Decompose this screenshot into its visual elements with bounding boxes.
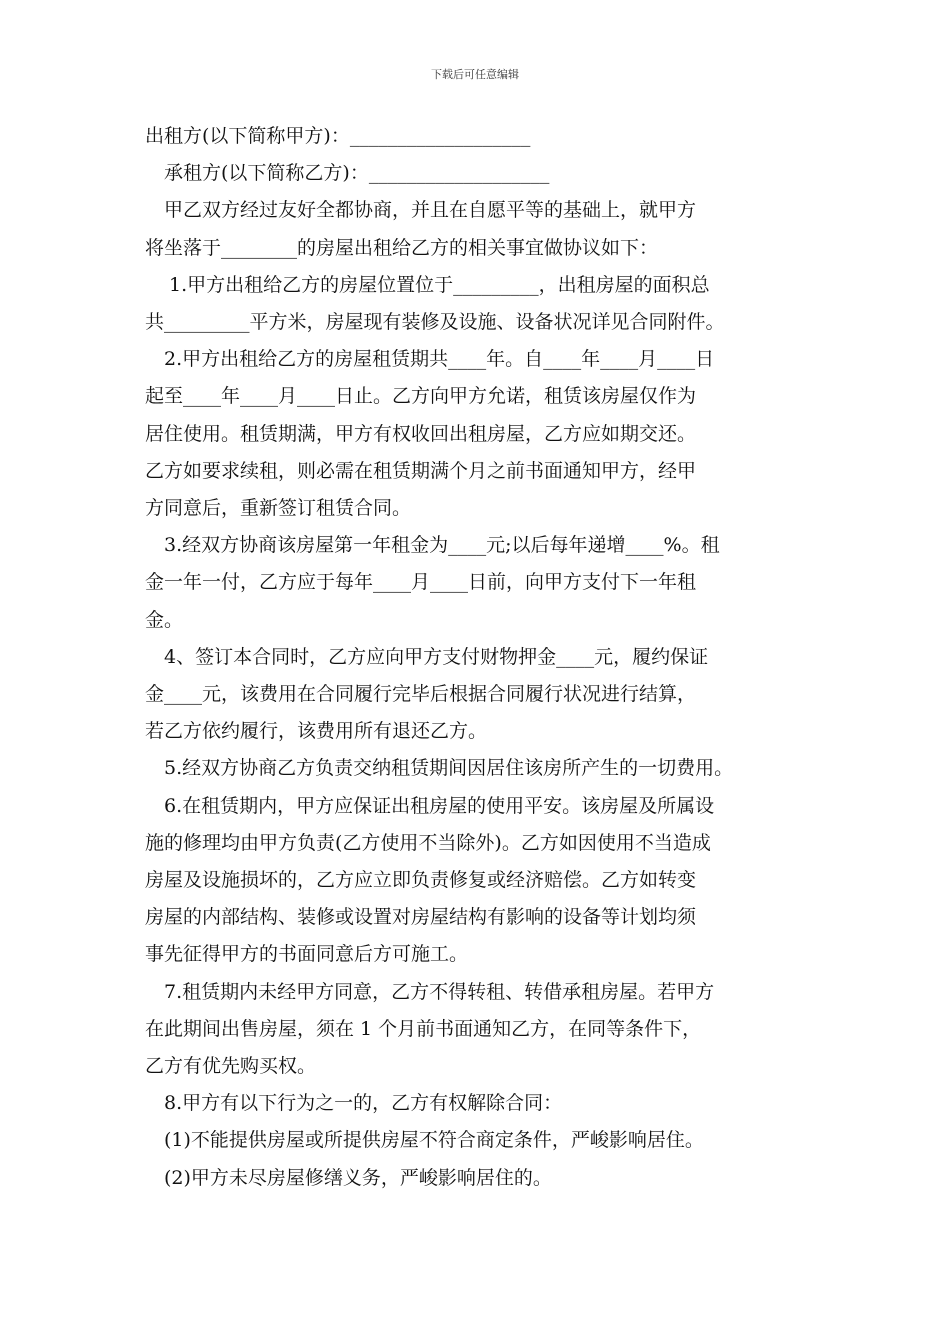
clause-4-line: 若乙方依约履行，该费用所有退还乙方。 (145, 720, 488, 743)
clause-6-line: 房屋及设施损坏的，乙方应立即负责修复或经济赔偿。乙方如转变 (145, 869, 697, 892)
page-header: 下载后可任意编辑 (431, 68, 519, 81)
clause-2-line: 方同意后，重新签订租赁合同。 (145, 497, 412, 520)
clause-7-line: 7.租赁期内未经甲方同意，乙方不得转租、转借承租房屋。若甲方 (164, 980, 715, 1003)
clause-2-line: 2.甲方出租给乙方的房屋租赁期共____年。自____年____月____日 (164, 348, 715, 371)
clause-1-line: 共_________平方米，房屋现有装修及设施、设备状况详见合同附件。 (145, 311, 725, 334)
clause-8-item-1: (1)不能提供房屋或所提供房屋不符合商定条件，严峻影响居住。 (164, 1129, 704, 1152)
clause-2-line: 居住使用。租赁期满，甲方有权收回出租房屋，乙方应如期交还。 (145, 422, 697, 445)
clause-2-line: 起至____年____月____日止。乙方向甲方允诺，租赁该房屋仅作为 (145, 385, 697, 408)
clause-5-line: 5.经双方协商乙方负责交纳租赁期间因居住该房所产生的一切费用。 (164, 757, 734, 780)
intro-line: 将坐落于________的房屋出租给乙方的相关事宜做协议如下： (145, 236, 659, 259)
clause-4-line: 4、签订本合同时，乙方应向甲方支付财物押金____元，履约保证 (164, 645, 709, 668)
clause-7-line: 乙方有优先购买权。 (145, 1055, 317, 1078)
clause-6-line: 6.在租赁期内，甲方应保证出租房屋的使用平安。该房屋及所属设 (164, 794, 715, 817)
intro-line: 甲乙双方经过友好全都协商，并且在自愿平等的基础上，就甲方 (164, 199, 697, 222)
clause-8-item-2: (2)甲方未尽房屋修缮义务，严峻影响居住的。 (164, 1166, 552, 1189)
clause-1-line: 1.甲方出租给乙方的房屋位置位于_________，出租房屋的面积总 (169, 273, 710, 296)
clause-4-line: 金____元，该费用在合同履行完毕后根据合同履行状况进行结算， (145, 683, 697, 706)
clause-3-line: 金一年一付，乙方应于每年____月____日前，向甲方支付下一年租 (145, 571, 697, 594)
party-a-line: 出租方(以下简称甲方)：___________________ (145, 125, 531, 147)
clause-6-line: 施的修理均由甲方负责(乙方使用不当除外)。乙方如因使用不当造成 (145, 831, 711, 854)
clause-3-line: 金。 (145, 608, 184, 631)
clause-7-line: 在此期间出售房屋，须在 1 个月前书面通知乙方，在同等条件下， (145, 1017, 702, 1040)
contract-body (145, 118, 825, 1197)
clause-6-line: 事先征得甲方的书面同意后方可施工。 (145, 943, 469, 966)
clause-3-line: 3.经双方协商该房屋第一年租金为____元;以后每年递增____%。租 (164, 534, 720, 557)
clause-2-line: 乙方如要求续租，则必需在租赁期满个月之前书面通知甲方，经甲 (145, 459, 697, 482)
clause-6-line: 房屋的内部结构、装修或设置对房屋结构有影响的设备等计划均须 (145, 906, 697, 929)
clause-8-line: 8.甲方有以下行为之一的，乙方有权解除合同： (164, 1092, 563, 1115)
party-b-line: 承租方(以下简称乙方)：___________________ (164, 162, 550, 185)
